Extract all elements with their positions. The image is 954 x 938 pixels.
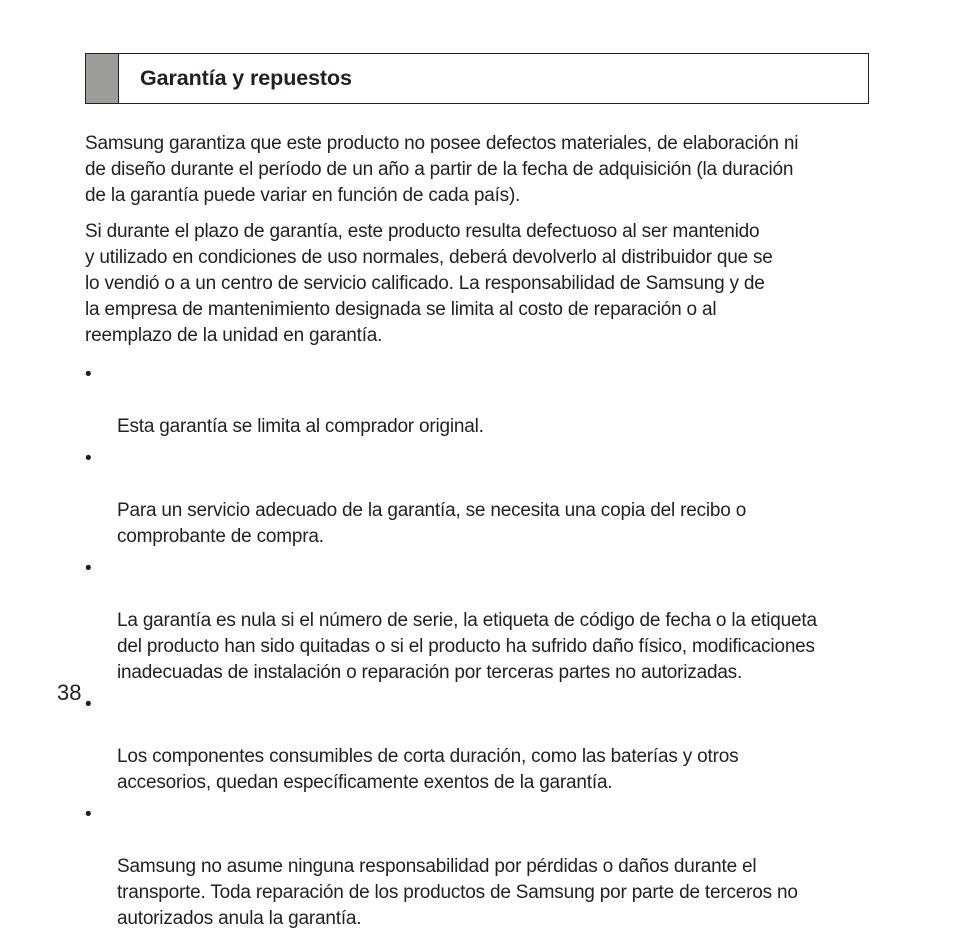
list-item — [85, 446, 875, 550]
list-item — [85, 802, 875, 932]
bullet-marker: • — [85, 558, 92, 579]
list-item — [85, 362, 875, 440]
list-item-text: La garantía es nula si el número de serie, la etiqueta de código de fecha o la etiqueta del producto han sido quitadas o si el producto ha sufrido daño físico, modificaciones inadecuadas de instalación o reparación por terceras partes no autorizadas. — [117, 610, 817, 683]
list-item-text: Esta garantía se limita al comprador original. — [117, 416, 484, 437]
list-item-text: Los componentes consumibles de corta duración, como las baterías y otros accesorios, quedan específicamente exentos de la garantía. — [117, 746, 739, 793]
warranty-conditions-list — [85, 362, 875, 932]
paragraph-warranty-scope: Samsung garantiza que este producto no posee defectos materiales, de elaboración ni de diseño durante el período de un año a partir de la fecha de adquisición (la duración de la garantía puede variar en función de cada país). — [85, 133, 799, 206]
bullet-marker: • — [85, 804, 92, 825]
list-item — [85, 556, 875, 686]
section-title: Garantía y repuestos — [140, 66, 352, 90]
paragraph-warranty-responsibility: Si durante el plazo de garantía, este producto resulta defectuoso al ser mantenido y utilizado en condiciones de uso normales, deberá devolverlo al distribuidor que se lo vendió o a un centro de servicio calificado. La responsabilidad de Samsung y de la empresa de mantenimiento designada se limita al costo de reparación o al reemplazo de la unidad en garantía. — [85, 221, 773, 346]
section-header — [85, 53, 869, 104]
page-number: 38 — [57, 680, 82, 705]
bullet-marker: • — [85, 694, 92, 715]
list-item-text: Para un servicio adecuado de la garantía, se necesita una copia del recibo o comprobante de compra. — [117, 500, 747, 547]
section-header-tab — [86, 54, 119, 103]
bullet-marker: • — [85, 448, 92, 469]
page-content — [85, 131, 875, 938]
list-item — [85, 692, 875, 796]
bullet-marker: • — [85, 364, 92, 385]
list-item-text: Samsung no asume ninguna responsabilidad por pérdidas o daños durante el transporte. Toda reparación de los productos de Samsung por parte de terceros no autorizados anula la garantía. — [117, 856, 798, 929]
